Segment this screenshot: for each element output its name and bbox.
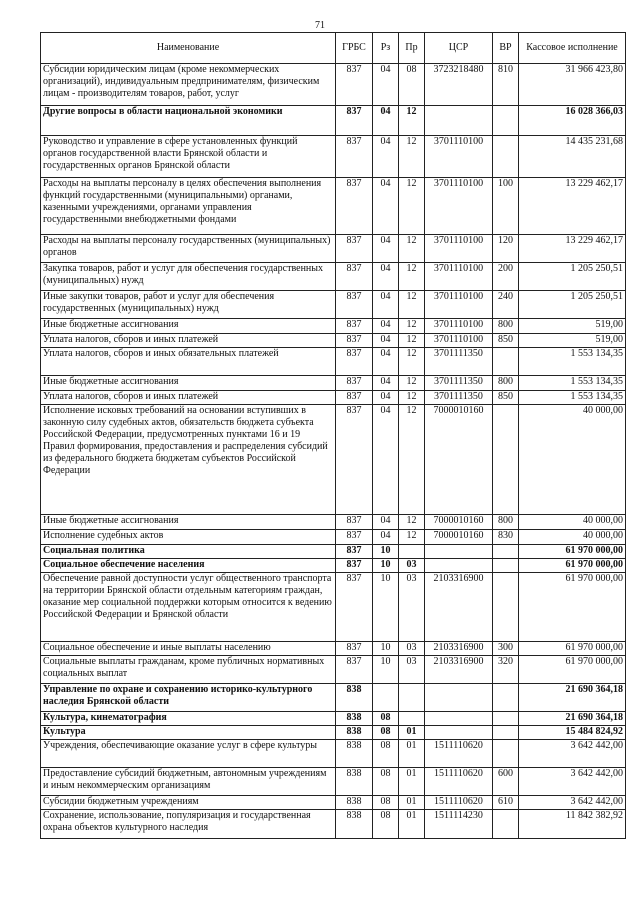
cell-vr: 320 <box>493 656 519 684</box>
cell-pr: 12 <box>399 376 425 391</box>
cell-pr: 12 <box>399 319 425 334</box>
cell-grbs: 837 <box>336 291 373 319</box>
table-row <box>41 263 626 291</box>
cell-grbs: 838 <box>336 684 373 712</box>
cell-vr: 850 <box>493 391 519 405</box>
cell-amount: 1 553 134,35 <box>519 348 626 376</box>
page-number: 71 <box>315 20 325 31</box>
cell-amount: 1 205 250,51 <box>519 291 626 319</box>
table-row <box>41 726 626 740</box>
cell-name: Субсидии юридическим лицам (кроме некоммерческих организаций), индивидуальным предпринимателям, физическим лицам - производителям товаров, работ, услуг <box>41 64 336 106</box>
cell-vr <box>493 405 519 515</box>
cell-rz: 04 <box>373 348 399 376</box>
cell-pr <box>399 684 425 712</box>
cell-name: Расходы на выплаты персоналу в целях обеспечения выполнения функций государственными (муниципальными) органами, казенными учреждениями, органами управления государственными внебюджетными фондами <box>41 178 336 235</box>
cell-vr <box>493 348 519 376</box>
table-header-row <box>41 33 626 64</box>
cell-amount: 1 553 134,35 <box>519 391 626 405</box>
cell-csr: 2103316900 <box>425 642 493 656</box>
cell-csr <box>425 684 493 712</box>
cell-pr: 12 <box>399 391 425 405</box>
cell-csr: 3701110100 <box>425 136 493 178</box>
cell-csr <box>425 726 493 740</box>
cell-pr: 12 <box>399 136 425 178</box>
cell-amount: 40 000,00 <box>519 515 626 530</box>
cell-grbs: 837 <box>336 391 373 405</box>
cell-name: Субсидии бюджетным учреждениям <box>41 796 336 810</box>
cell-csr: 3701110100 <box>425 319 493 334</box>
cell-name: Социальное обеспечение населения <box>41 559 336 573</box>
cell-pr: 03 <box>399 656 425 684</box>
cell-vr: 800 <box>493 319 519 334</box>
cell-vr: 240 <box>493 291 519 319</box>
cell-grbs: 837 <box>336 334 373 348</box>
col-header-pr: Пр <box>399 33 425 64</box>
cell-csr: 2103316900 <box>425 656 493 684</box>
col-header-rz: Рз <box>373 33 399 64</box>
cell-csr: 1511110620 <box>425 740 493 768</box>
cell-pr: 01 <box>399 768 425 796</box>
cell-csr: 3701111350 <box>425 376 493 391</box>
cell-grbs: 837 <box>336 515 373 530</box>
cell-rz: 04 <box>373 391 399 405</box>
cell-amount: 11 842 382,92 <box>519 810 626 839</box>
cell-vr: 200 <box>493 263 519 291</box>
cell-vr: 830 <box>493 530 519 545</box>
cell-amount: 21 690 364,18 <box>519 684 626 712</box>
cell-csr: 1511110620 <box>425 796 493 810</box>
cell-name: Управление по охране и сохранению историко-культурного наследия Брянской области <box>41 684 336 712</box>
cell-name: Уплата налогов, сборов и иных обязательных платежей <box>41 348 336 376</box>
cell-amount: 519,00 <box>519 334 626 348</box>
cell-csr: 7000010160 <box>425 515 493 530</box>
table-row <box>41 319 626 334</box>
cell-csr: 3701110100 <box>425 334 493 348</box>
cell-csr: 3701110100 <box>425 235 493 263</box>
table-row <box>41 178 626 235</box>
cell-vr: 850 <box>493 334 519 348</box>
cell-grbs: 837 <box>336 530 373 545</box>
cell-rz: 04 <box>373 319 399 334</box>
cell-rz: 04 <box>373 106 399 136</box>
cell-pr <box>399 712 425 726</box>
cell-pr: 12 <box>399 235 425 263</box>
cell-grbs: 838 <box>336 726 373 740</box>
table-row <box>41 348 626 376</box>
cell-rz: 10 <box>373 559 399 573</box>
cell-amount: 16 028 366,03 <box>519 106 626 136</box>
cell-name: Другие вопросы в области национальной экономики <box>41 106 336 136</box>
table-row <box>41 656 626 684</box>
cell-amount: 61 970 000,00 <box>519 573 626 642</box>
cell-csr: 3701110100 <box>425 291 493 319</box>
cell-vr <box>493 545 519 559</box>
cell-vr: 100 <box>493 178 519 235</box>
cell-name: Сохранение, использование, популяризация и государственная охрана объектов культурного наследия <box>41 810 336 839</box>
col-header-amount: Кассовое исполнение <box>519 33 626 64</box>
cell-amount: 21 690 364,18 <box>519 712 626 726</box>
cell-name: Уплата налогов, сборов и иных платежей <box>41 391 336 405</box>
cell-amount: 519,00 <box>519 319 626 334</box>
cell-name: Иные бюджетные ассигнования <box>41 319 336 334</box>
table-row <box>41 334 626 348</box>
cell-csr: 1511110620 <box>425 768 493 796</box>
cell-amount: 31 966 423,80 <box>519 64 626 106</box>
cell-grbs: 837 <box>336 178 373 235</box>
cell-pr: 12 <box>399 334 425 348</box>
cell-grbs: 838 <box>336 796 373 810</box>
cell-name: Расходы на выплаты персоналу государственных (муниципальных) органов <box>41 235 336 263</box>
table-row <box>41 573 626 642</box>
cell-vr <box>493 740 519 768</box>
cell-vr: 610 <box>493 796 519 810</box>
cell-pr: 12 <box>399 515 425 530</box>
col-header-name: Наименование <box>41 33 336 64</box>
cell-grbs: 837 <box>336 559 373 573</box>
cell-grbs: 838 <box>336 768 373 796</box>
cell-rz: 10 <box>373 573 399 642</box>
cell-amount: 13 229 462,17 <box>519 235 626 263</box>
cell-pr: 03 <box>399 573 425 642</box>
cell-amount: 1 553 134,35 <box>519 376 626 391</box>
cell-pr: 03 <box>399 559 425 573</box>
cell-pr: 01 <box>399 740 425 768</box>
cell-csr <box>425 559 493 573</box>
cell-rz: 04 <box>373 178 399 235</box>
cell-rz: 10 <box>373 656 399 684</box>
cell-rz: 04 <box>373 405 399 515</box>
cell-vr <box>493 106 519 136</box>
cell-grbs: 837 <box>336 106 373 136</box>
cell-rz: 04 <box>373 291 399 319</box>
cell-pr: 12 <box>399 530 425 545</box>
cell-grbs: 837 <box>336 642 373 656</box>
table-row <box>41 559 626 573</box>
cell-name: Социальная политика <box>41 545 336 559</box>
cell-rz: 08 <box>373 726 399 740</box>
cell-rz: 04 <box>373 235 399 263</box>
cell-pr: 01 <box>399 726 425 740</box>
cell-grbs: 837 <box>336 235 373 263</box>
col-header-grbs: ГРБС <box>336 33 373 64</box>
table-row <box>41 530 626 545</box>
cell-pr: 12 <box>399 405 425 515</box>
cell-name: Закупка товаров, работ и услуг для обеспечения государственных (муниципальных) нужд <box>41 263 336 291</box>
cell-pr: 12 <box>399 348 425 376</box>
cell-vr <box>493 712 519 726</box>
cell-grbs: 837 <box>336 405 373 515</box>
table-row <box>41 712 626 726</box>
cell-pr: 01 <box>399 810 425 839</box>
cell-pr: 12 <box>399 106 425 136</box>
cell-grbs: 838 <box>336 712 373 726</box>
cell-name: Руководство и управление в сфере установленных функций органов государственной власти Брянской области и государственных органов Брянской области <box>41 136 336 178</box>
cell-pr: 12 <box>399 178 425 235</box>
cell-csr <box>425 545 493 559</box>
cell-vr: 120 <box>493 235 519 263</box>
cell-rz: 10 <box>373 642 399 656</box>
cell-name: Предоставление субсидий бюджетным, автономным учреждениям и иным некоммерческим организациям <box>41 768 336 796</box>
cell-grbs: 837 <box>336 64 373 106</box>
table-row <box>41 136 626 178</box>
cell-name: Социальные выплаты гражданам, кроме публичных нормативных социальных выплат <box>41 656 336 684</box>
table-row <box>41 768 626 796</box>
cell-vr <box>493 559 519 573</box>
table-row <box>41 515 626 530</box>
cell-vr: 810 <box>493 64 519 106</box>
cell-vr <box>493 573 519 642</box>
cell-pr: 12 <box>399 291 425 319</box>
cell-csr: 3701111350 <box>425 348 493 376</box>
cell-name: Культура, кинематография <box>41 712 336 726</box>
cell-rz: 10 <box>373 545 399 559</box>
cell-vr: 300 <box>493 642 519 656</box>
cell-vr <box>493 726 519 740</box>
table-row <box>41 740 626 768</box>
cell-amount: 40 000,00 <box>519 530 626 545</box>
cell-csr: 3701110100 <box>425 178 493 235</box>
cell-grbs: 838 <box>336 740 373 768</box>
cell-grbs: 837 <box>336 319 373 334</box>
cell-csr: 7000010160 <box>425 405 493 515</box>
cell-amount: 1 205 250,51 <box>519 263 626 291</box>
cell-amount: 61 970 000,00 <box>519 642 626 656</box>
cell-amount: 3 642 442,00 <box>519 796 626 810</box>
cell-csr: 7000010160 <box>425 530 493 545</box>
cell-vr <box>493 810 519 839</box>
cell-amount: 61 970 000,00 <box>519 656 626 684</box>
cell-amount: 14 435 231,68 <box>519 136 626 178</box>
table-row <box>41 810 626 839</box>
cell-rz: 04 <box>373 334 399 348</box>
cell-rz: 08 <box>373 740 399 768</box>
cell-csr: 3701110100 <box>425 263 493 291</box>
cell-grbs: 837 <box>336 263 373 291</box>
cell-pr: 12 <box>399 263 425 291</box>
cell-amount: 15 484 824,92 <box>519 726 626 740</box>
table-row <box>41 391 626 405</box>
cell-name: Культура <box>41 726 336 740</box>
table-row <box>41 545 626 559</box>
cell-rz <box>373 684 399 712</box>
cell-grbs: 837 <box>336 376 373 391</box>
table-row <box>41 235 626 263</box>
cell-csr <box>425 712 493 726</box>
cell-csr: 3723218480 <box>425 64 493 106</box>
cell-amount: 61 970 000,00 <box>519 559 626 573</box>
cell-vr: 800 <box>493 376 519 391</box>
cell-name: Иные бюджетные ассигнования <box>41 376 336 391</box>
table-row <box>41 405 626 515</box>
cell-csr: 2103316900 <box>425 573 493 642</box>
cell-rz: 04 <box>373 515 399 530</box>
cell-vr: 600 <box>493 768 519 796</box>
cell-rz: 04 <box>373 136 399 178</box>
cell-amount: 3 642 442,00 <box>519 768 626 796</box>
cell-grbs: 837 <box>336 573 373 642</box>
cell-name: Социальное обеспечение и иные выплаты населению <box>41 642 336 656</box>
cell-grbs: 837 <box>336 348 373 376</box>
cell-name: Исполнение исковых требований на основании вступивших в законную силу судебных актов, обязательств бюджета субъекта Российской Федерации, предусмотренных пунктами 16 и 19 Правил формирования, предоставления и распределения субсидий из федерального бюджета бюджетам субъектов Российской Федерации <box>41 405 336 515</box>
cell-rz: 08 <box>373 810 399 839</box>
cell-pr: 03 <box>399 642 425 656</box>
cell-amount: 40 000,00 <box>519 405 626 515</box>
cell-amount: 61 970 000,00 <box>519 545 626 559</box>
cell-vr <box>493 136 519 178</box>
cell-rz: 04 <box>373 530 399 545</box>
table-row <box>41 642 626 656</box>
cell-rz: 04 <box>373 376 399 391</box>
cell-name: Иные закупки товаров, работ и услуг для обеспечения государственных (муниципальных) нужд <box>41 291 336 319</box>
table-row <box>41 684 626 712</box>
table-row <box>41 796 626 810</box>
cell-vr <box>493 684 519 712</box>
budget-execution-table <box>40 32 626 839</box>
cell-csr: 1511114230 <box>425 810 493 839</box>
cell-pr <box>399 545 425 559</box>
table-row <box>41 291 626 319</box>
cell-name: Иные бюджетные ассигнования <box>41 515 336 530</box>
cell-grbs: 838 <box>336 810 373 839</box>
cell-grbs: 837 <box>336 545 373 559</box>
col-header-csr: ЦСР <box>425 33 493 64</box>
col-header-vr: ВР <box>493 33 519 64</box>
cell-name: Обеспечение равной доступности услуг общественного транспорта на территории Брянской области отдельным категориям граждан, оказание мер социальной поддержки которым относится к ведению Российской Федерации и Брянской области <box>41 573 336 642</box>
cell-amount: 13 229 462,17 <box>519 178 626 235</box>
cell-amount: 3 642 442,00 <box>519 740 626 768</box>
cell-csr: 3701111350 <box>425 391 493 405</box>
cell-pr: 01 <box>399 796 425 810</box>
cell-rz: 08 <box>373 768 399 796</box>
cell-rz: 04 <box>373 64 399 106</box>
table-row <box>41 376 626 391</box>
table-row <box>41 64 626 106</box>
table-row <box>41 106 626 136</box>
cell-rz: 04 <box>373 263 399 291</box>
cell-name: Учреждения, обеспечивающие оказание услуг в сфере культуры <box>41 740 336 768</box>
cell-grbs: 837 <box>336 136 373 178</box>
cell-rz: 08 <box>373 796 399 810</box>
cell-vr: 800 <box>493 515 519 530</box>
cell-rz: 08 <box>373 712 399 726</box>
cell-csr <box>425 106 493 136</box>
cell-pr: 08 <box>399 64 425 106</box>
cell-name: Уплата налогов, сборов и иных платежей <box>41 334 336 348</box>
cell-grbs: 837 <box>336 656 373 684</box>
cell-name: Исполнение судебных актов <box>41 530 336 545</box>
